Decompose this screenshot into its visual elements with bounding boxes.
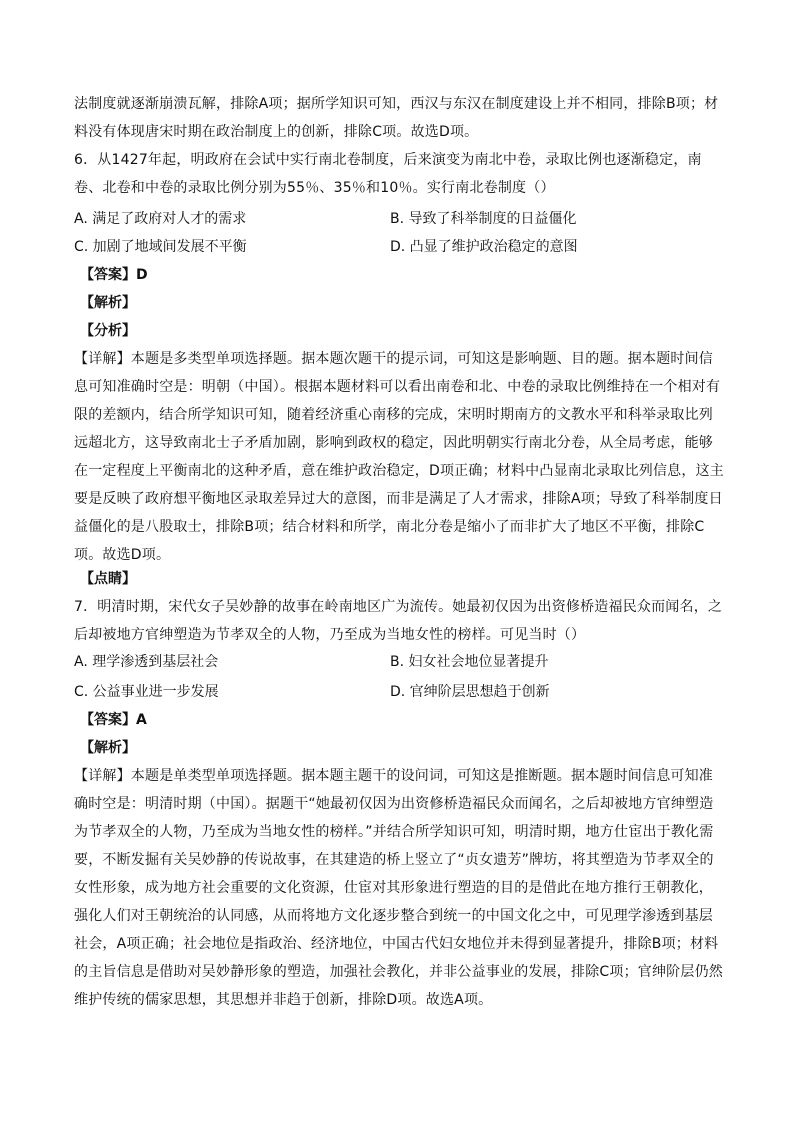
question-6-options-row-1 bbox=[74, 205, 724, 233]
question-6-option-a: A. 满足了政府对人才的需求 bbox=[74, 211, 247, 227]
question-6-detail: 【详解】本题是多类型单项选择题。据本题次题干的提示词，可知这是影响题、目的题。据本题时间信息可知准确时空是：明朝（中国）。根据本题材料可以看出南卷和北、中卷的录取比例维持在一个相对有限的差额内，结合所学知识可知，随着经济重心南移的完成，宋明时期南方的文教水平和科举录取比列远超北方，这导致南北士子矛盾加剧，影响到政权的稳定，因此明朝实行南北分卷，从全局考虑，能够在一定程度上平衡南北的这种矛盾，意在维护政治稳定，D项正确；材料中凸显南北录取比列信息，这主要是反映了政府想平衡地区录取差异过大的意图，而非是满足了人才需求，排除A项；导致了科举制度日益僵化的是八股取士，排除B项；结合材料和所学，南北分卷是缩小了而非扩大了地区不平衡，排除C项。故选D项。 bbox=[74, 351, 724, 563]
question-7-options-row-1 bbox=[74, 648, 724, 676]
question-6-option-d: D. 凸显了维护政治稳定的意图 bbox=[390, 239, 578, 255]
question-7-analysis-heading: 【解析】 bbox=[80, 740, 136, 756]
question-6-option-c: C. 加剧了地域间发展不平衡 bbox=[74, 239, 247, 255]
question-6-fenxi-heading: 【分析】 bbox=[80, 323, 136, 339]
question-6-stem: 6．从1427年起，明政府在会试中实行南北卷制度，后来演变为南北中卷，录取比例也逐渐稳定，南卷、北卷和中卷的录取比例分别为55％、35％和10％。实行南北卷制度（） bbox=[74, 152, 702, 196]
question-7-detail: 【详解】本题是单类型单项选择题。据本题主题干的设问词，可知这是推断题。据本题时间信息可知准确时空是：明清时期（中国）。据题干“她最初仅因为出资修桥造福民众而闻名，之后却被地方官绅塑造为节孝双全的人物，乃至成为当地女性的榜样。”并结合所学知识可知，明清时期，地方仕宦出于教化需要，不断发掘有关吴妙静的传说故事，在其建造的桥上竖立了“贞女遗芳”牌坊，将其塑造为节孝双全的女性形象，成为地方社会重要的文化资源，仕宦对其形象进行塑造的目的是借此在地方推行王朝教化，强化人们对王朝统治的认同感，从而将地方文化逐步整合到统一的中国文化之中，可见理学渗透到基层社会，A项正确；社会地位是指政治、经济地位，中国古代妇女地位并未得到显著提升，排除B项；材料的主旨信息是借助对吴妙静形象的塑造，加强社会教化，并非公益事业的发展，排除C项；官绅阶层仍然维护传统的儒家思想，其思想并非趋于创新，排除D项。故选A项。 bbox=[74, 768, 723, 1008]
question-6-analysis-heading: 【解析】 bbox=[80, 295, 136, 311]
question-7-stem: 7．明清时期，宋代女子吴妙静的故事在岭南地区广为流传。她最初仅因为出资修桥造福民众而闻名，之后却被地方官绅塑造为节孝双全的人物，乃至成为当地女性的榜样。可见当时（） bbox=[74, 599, 723, 643]
question-7-options-row-2 bbox=[74, 678, 724, 706]
question-6-dianjing-heading: 【点睛】 bbox=[80, 571, 136, 587]
question-6-option-b: B. 导致了科举制度的日益僵化 bbox=[390, 211, 577, 227]
question-7-option-b: B. 妇女社会地位显著提升 bbox=[390, 654, 549, 670]
intro-paragraph: 法制度就逐渐崩溃瓦解，排除A项；据所学知识可知，西汉与东汉在制度建设上并不相同，排除B项；材料没有体现唐宋时期在政治制度上的创新，排除C项。故选D项。 bbox=[74, 96, 719, 140]
question-7-option-c: C. 公益事业进一步发展 bbox=[74, 684, 219, 700]
question-7-option-d: D. 官绅阶层思想趋于创新 bbox=[390, 684, 550, 700]
question-7-answer: 【答案】A bbox=[80, 712, 147, 728]
question-6-answer: 【答案】D bbox=[80, 267, 148, 283]
question-6-options-row-2 bbox=[74, 233, 724, 261]
question-7-option-a: A. 理学渗透到基层社会 bbox=[74, 654, 219, 670]
